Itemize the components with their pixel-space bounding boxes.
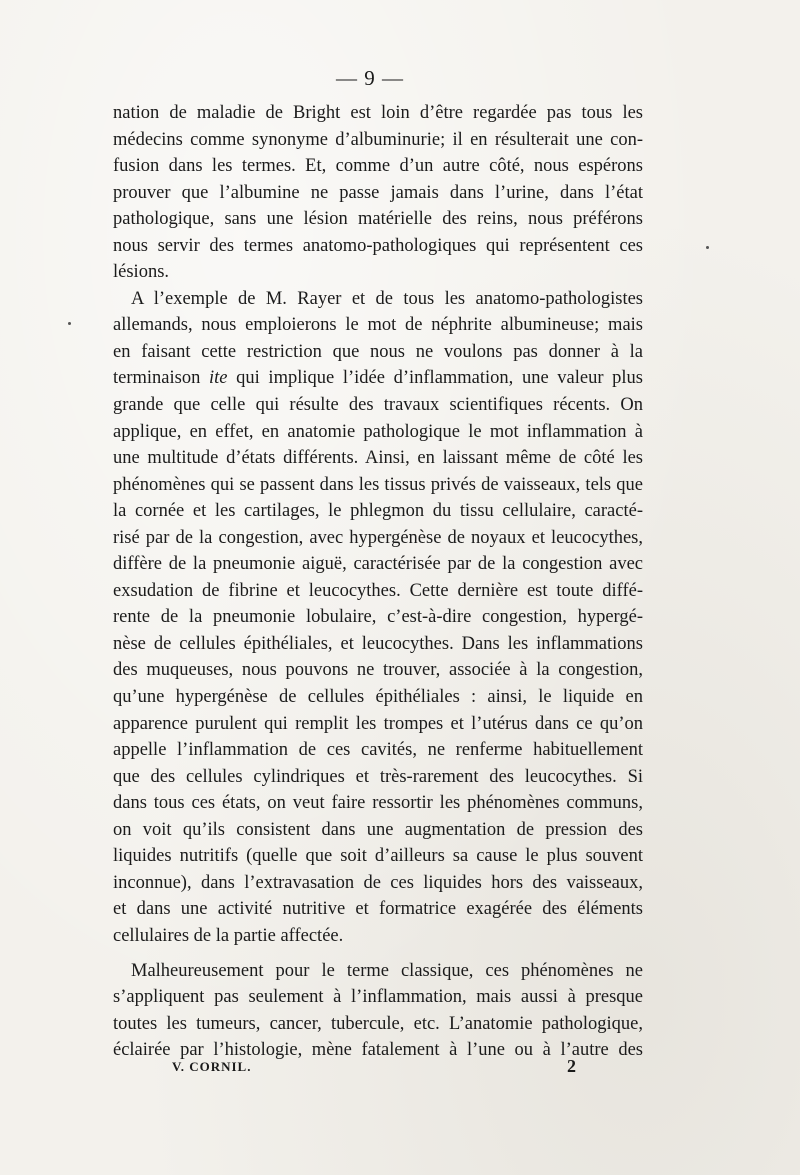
sheet-number: 2 bbox=[567, 1056, 576, 1076]
text-line: exsudation de fibrine et leucocythes. Cette dernière est toute diffé- bbox=[113, 580, 643, 601]
text-line: des muqueuses, nous pouvons ne trouver, associée à la congestion, bbox=[113, 660, 643, 681]
print-speck bbox=[706, 246, 709, 249]
paragraph-gap bbox=[113, 950, 643, 958]
text-line: qu’une hypergénèse de cellules épithéliales : ainsi, le liquide en bbox=[113, 687, 643, 708]
text-line: nèse de cellules épithéliales, et leucocythes. Dans les inflammations bbox=[113, 633, 643, 654]
signature-mark: V. CORNIL. bbox=[172, 1059, 252, 1074]
text-line: en faisant cette restriction que nous ne voulons pas donner à la bbox=[113, 341, 643, 362]
text-line: lésions. bbox=[113, 262, 170, 283]
text-line: liquides nutritifs (quelle que soit d’ailleurs sa cause le plus souvent bbox=[113, 846, 643, 867]
text-line: diffère de la pneumonie aiguë, caractérisée par de la congestion avec bbox=[113, 554, 643, 575]
text-line: phénomènes qui se passent dans les tissus privés de vaisseaux, tels que bbox=[113, 474, 643, 495]
text-line: nation de maladie de Bright est loin d’être regardée pas tous les bbox=[113, 103, 643, 123]
text-line: la cornée et les cartilages, le phlegmon du tissu cellulaire, caracté- bbox=[113, 501, 643, 522]
text-line: éclairée par l’histologie, mène fatalement à l’une ou à l’autre des bbox=[113, 1040, 643, 1061]
text-line: inconnue), dans l’extravasation de ces liquides hors des vaisseaux, bbox=[113, 872, 643, 893]
body-text bbox=[113, 100, 643, 1064]
text-line: on voit qu’ils consistent dans une augmentation de pression des bbox=[113, 819, 643, 840]
text-line: grande que celle qui résulte des travaux scientifiques récents. On bbox=[113, 395, 643, 416]
italic-term: ite bbox=[209, 368, 228, 389]
text-line: risé par de la congestion, avec hypergénèse de noyaux et leucocythes, bbox=[113, 527, 643, 548]
text-line: prouver que l’albumine ne passe jamais dans l’urine, dans l’état bbox=[113, 182, 643, 203]
text-line: applique, en effet, en anatomie pathologique le mot inflammation à bbox=[113, 421, 643, 442]
text-line: rente de la pneumonie lobulaire, c’est-à-dire congestion, hypergé- bbox=[113, 607, 643, 628]
text-line: apparence purulent qui remplit les trompes et l’utérus dans ce qu’on bbox=[113, 713, 643, 734]
page-number: — 9 — bbox=[336, 66, 404, 90]
text-line: toutes les tumeurs, cancer, tubercule, etc. L’anatomie pathologique, bbox=[113, 1013, 643, 1034]
text-line: fusion dans les termes. Et, comme d’un autre côté, nous espérons bbox=[113, 156, 643, 177]
text-line: A l’exemple de M. Rayer et de tous les anatomo-pathologistes bbox=[131, 288, 643, 309]
text-line: et dans une activité nutritive et formatrice exagérée des éléments bbox=[113, 899, 643, 920]
text-line: nous servir des termes anatomo-pathologiques qui représentent ces bbox=[113, 235, 643, 256]
text-line: Malheureusement pour le terme classique, ces phénomènes ne bbox=[131, 960, 643, 981]
text-line: terminaison ite qui implique l’idée d’inflammation, une valeur plus bbox=[113, 368, 644, 389]
text-line: une multitude d’états différents. Ainsi, en laissant même de côté les bbox=[113, 448, 643, 469]
text-line: appelle l’inflammation de ces cavités, ne renferme habituellement bbox=[113, 740, 643, 761]
text-line: allemands, nous emploierons le mot de néphrite albumineuse; mais bbox=[113, 315, 643, 336]
text-line: cellulaires de la partie affectée. bbox=[113, 925, 344, 946]
text-line: s’appliquent pas seulement à l’inflammation, mais aussi à presque bbox=[113, 987, 643, 1008]
text-line: médecins comme synonyme d’albuminurie; il en résulterait une con- bbox=[113, 129, 643, 150]
text-line: que des cellules cylindriques et très-rarement des leucocythes. Si bbox=[113, 766, 643, 787]
print-speck bbox=[68, 322, 71, 325]
text-line: pathologique, sans une lésion matérielle des reins, nous préférons bbox=[113, 209, 643, 230]
text-line: dans tous ces états, on veut faire ressortir les phénomènes communs, bbox=[113, 793, 643, 814]
